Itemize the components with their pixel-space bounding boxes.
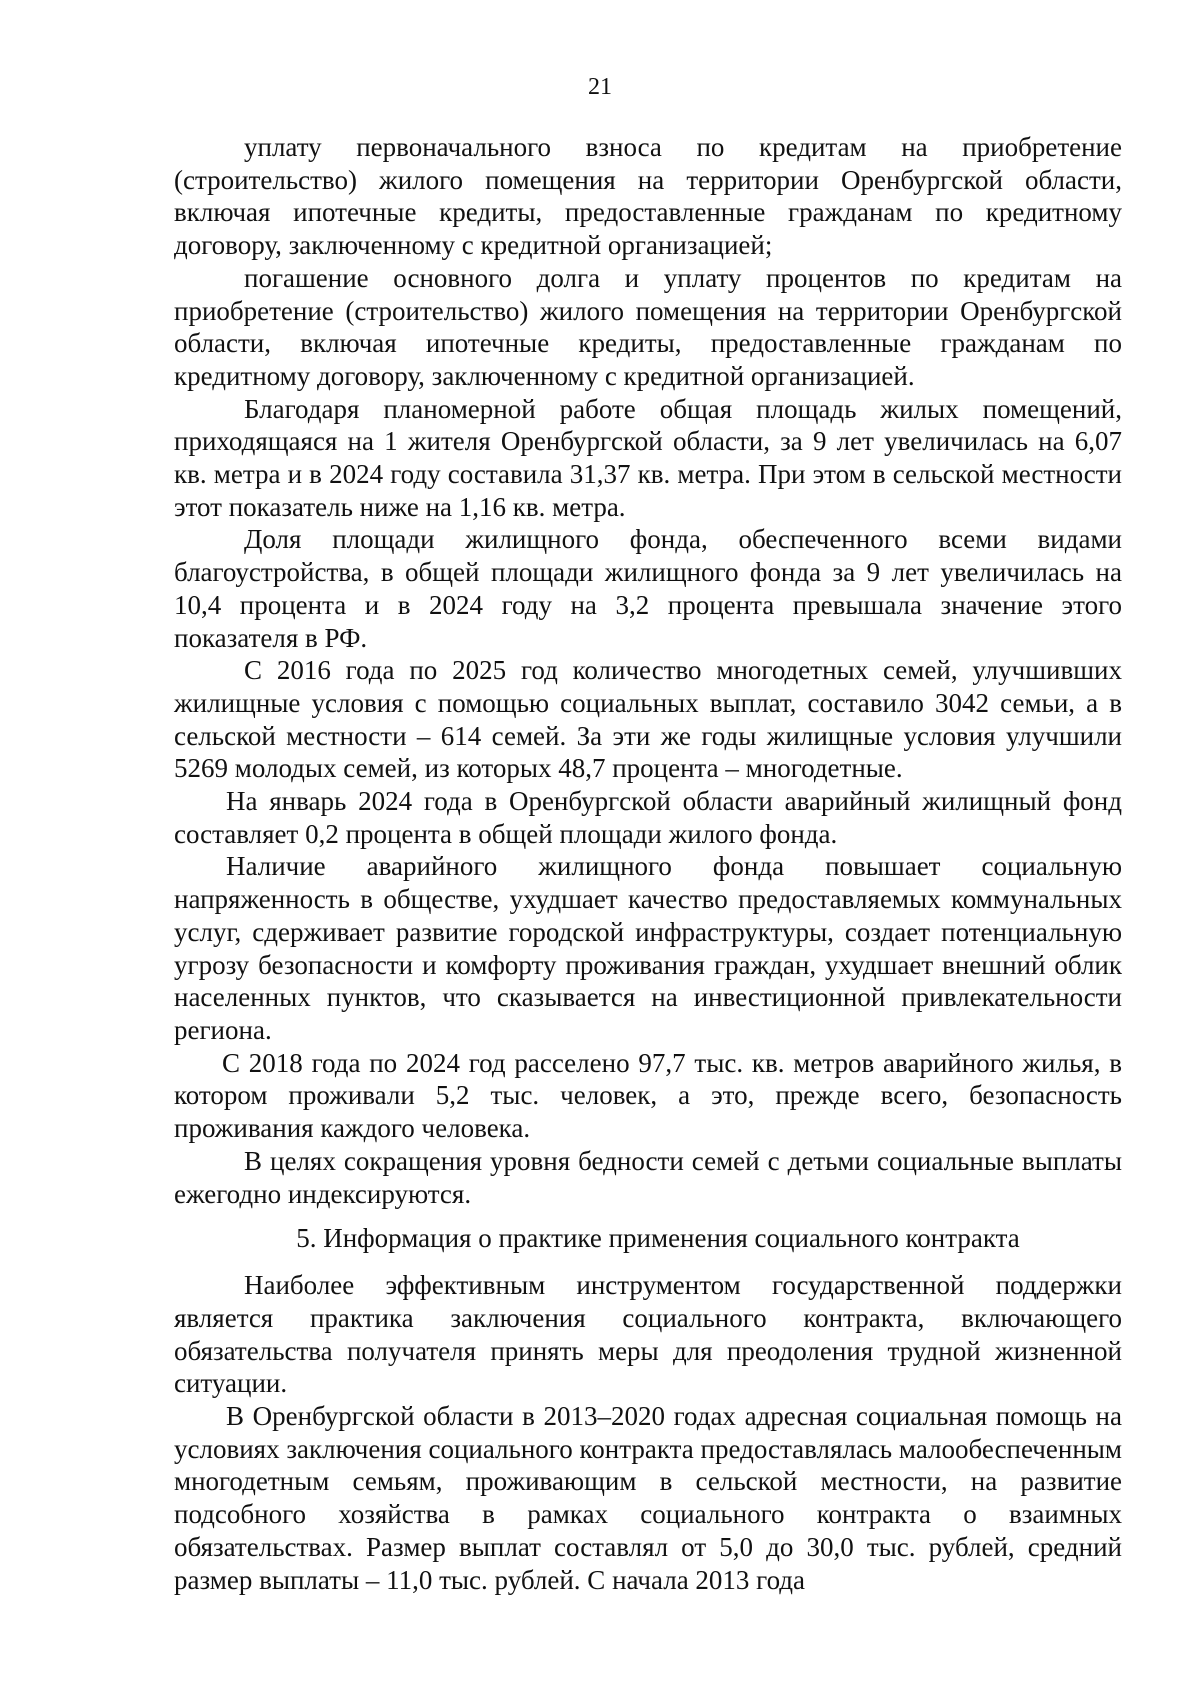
paragraph-housing-area: Благодаря планомерной работе общая площадь жилых помещений, приходящаяся на 1 жителя Оренбургской области, за 9 лет увеличилась на 6,07 кв. метра и в 2024 году составила 31,37 кв. метра. При этом в сельской местности этот показатель ниже на 1,16 кв. метра. <box>174 393 1122 522</box>
document-body <box>174 131 1122 1596</box>
paragraph-mortgage-repayment: погашение основного долга и уплату процентов по кредитам на приобретение (строительство) жилого помещения на территории Оренбургской области, включая ипотечные кредиты, предоставленные гражданам по кредитному договору, заключенному с кредитной организацией. <box>174 262 1122 391</box>
paragraph-social-contract-tool: Наиболее эффективным инструментом государственной поддержки является практика заключения социального контракта, включающего обязательства получателя принять меры для преодоления трудной жизненной ситуации. <box>174 1270 1122 1399</box>
paragraph-housing-amenities: Доля площади жилищного фонда, обеспеченного всеми видами благоустройства, в общей площади жилищного фонда за 9 лет увеличилась на 10,4 процента и в 2024 году на 3,2 процента превышала значение этого показателя в РФ. <box>174 524 1122 653</box>
paragraph-emergency-housing-impact: Наличие аварийного жилищного фонда повышает социальную напряженность в обществе, ухудшает качество предоставляемых коммунальных услуг, сдерживает развитие городской инфраструктуры, создает потенциальную угрозу безопасности и комфорту проживания граждан, ухудшает внешний облик населенных пунктов, что сказывается на инвестиционной привлекательности региона. <box>174 851 1122 1045</box>
paragraph-mortgage-down-payment: уплату первоначального взноса по кредитам на приобретение (строительство) жилого помещения на территории Оренбургской области, включая ипотечные кредиты, предоставленные гражданам по кредитному договору, заключенному с кредитной организацией; <box>174 132 1122 261</box>
paragraph-resettlement: С 2018 года по 2024 год расселено 97,7 тыс. кв. метров аварийного жилья, в котором проживали 5,2 тыс. человек, а это, прежде всего, безопасность проживания каждого человека. <box>174 1047 1122 1144</box>
section-heading: 5. Информация о практике применения социального контракта <box>296 1223 1020 1254</box>
paragraph-payments-indexation: В целях сокращения уровня бедности семей с детьми социальные выплаты ежегодно индексируются. <box>174 1145 1122 1209</box>
paragraph-emergency-housing-share: На январь 2024 года в Оренбургской области аварийный жилищный фонд составляет 0,2 процента в общей площади жилого фонда. <box>174 786 1122 849</box>
paragraph-social-contract-history: В Оренбургской области в 2013–2020 годах адресная социальная помощь на условиях заключения социального контракта предоставлялась малообеспеченным многодетным семьям, проживающим в сельской местности, на развитие подсобного хозяйства в рамках социального контракта о взаимных обязательствах. Размер выплат составлял от 5,0 до 30,0 тыс. рублей, средний размер выплаты – 11,0 тыс. рублей. С начала 2013 года <box>174 1401 1122 1595</box>
page-number: 21 <box>588 74 612 100</box>
paragraph-large-families-housing: С 2016 года по 2025 год количество многодетных семей, улучшивших жилищные условия с помощью социальных выплат, составило 3042 семьи, а в сельской местности – 614 семей. За эти же годы жилищные условия улучшили 5269 молодых семей, из которых 48,7 процента – многодетные. <box>174 655 1122 784</box>
